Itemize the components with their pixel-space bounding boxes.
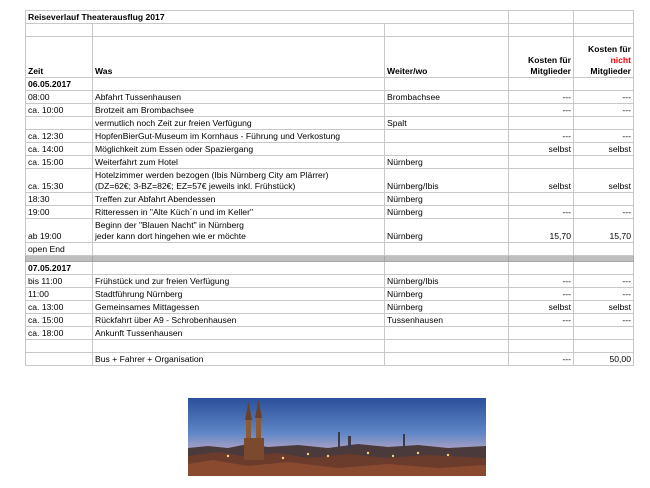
summary-row: [26, 353, 634, 366]
location-cell: [385, 243, 509, 256]
time-cell: open End: [26, 243, 93, 256]
activity-cell: [93, 219, 385, 243]
day-date: 06.05.2017: [26, 78, 93, 91]
empty-cell: [509, 78, 574, 91]
cost-nonmembers-cell: [574, 117, 634, 130]
activity-cell: [93, 243, 385, 256]
activity-cell: [93, 169, 385, 193]
activity-cell: Ankunft Tussenhausen: [93, 327, 385, 340]
cost-members-cell: [509, 156, 574, 169]
header-zeit: Zeit: [26, 37, 93, 78]
location-cell: [385, 104, 509, 117]
header-was: Was: [93, 37, 385, 78]
location-cell: Nürnberg: [385, 301, 509, 314]
cost-members-cell: selbst: [509, 301, 574, 314]
schedule-row: [26, 327, 634, 340]
time-cell: [26, 117, 93, 130]
activity-cell: HopfenBierGut-Museum im Kornhaus - Führung und Verkostung: [93, 130, 385, 143]
activity-line: Beginn der "Blauen Nacht" in Nürnberg: [95, 220, 244, 230]
location-cell: [385, 130, 509, 143]
header-kosten-nicht-mitglieder: Kosten für nicht Mitglieder: [574, 37, 634, 78]
empty-cell: [385, 262, 509, 275]
cost-members-cell: selbst: [509, 143, 574, 156]
cost-members-cell: [509, 117, 574, 130]
location-cell: [385, 327, 509, 340]
header-kosten-mitglieder: Kosten für Mitglieder: [509, 37, 574, 78]
cost-members-cell: [509, 193, 574, 206]
schedule-row: [26, 243, 634, 256]
time-cell: ca. 14:00: [26, 143, 93, 156]
time-cell: ca. 12:30: [26, 130, 93, 143]
time-cell: ca. 15:00: [26, 156, 93, 169]
empty-cell: [574, 262, 634, 275]
activity-cell: Rückfahrt über A9 - Schrobenhausen: [93, 314, 385, 327]
time-cell: ab 19:00: [26, 219, 93, 243]
cost-members-cell: ---: [509, 275, 574, 288]
location-cell: Nürnberg/Ibis: [385, 275, 509, 288]
activity-cell: Stadtführung Nürnberg: [93, 288, 385, 301]
time-cell: 19:00: [26, 206, 93, 219]
empty-cell: [385, 78, 509, 91]
schedule-row: [26, 117, 634, 130]
summary-label: Bus + Fahrer + Organisation: [93, 353, 385, 366]
cost-members-cell: ---: [509, 314, 574, 327]
cost-nonmembers-cell: selbst: [574, 169, 634, 193]
day-date: 07.05.2017: [26, 262, 93, 275]
cost-nonmembers-cell: ---: [574, 91, 634, 104]
location-cell: Nürnberg: [385, 193, 509, 206]
time-cell: ca. 13:00: [26, 301, 93, 314]
cost-members-cell: ---: [509, 288, 574, 301]
empty-cell: [93, 340, 385, 353]
time-cell: 11:00: [26, 288, 93, 301]
location-cell: Nürnberg: [385, 206, 509, 219]
schedule-row: [26, 206, 634, 219]
empty-cell: [574, 340, 634, 353]
cost-nonmembers-cell: ---: [574, 104, 634, 117]
schedule-row: [26, 275, 634, 288]
time-cell: ca. 10:00: [26, 104, 93, 117]
cost-members-cell: [509, 243, 574, 256]
location-cell: Nürnberg: [385, 219, 509, 243]
activity-cell: Gemeinsames Mittagessen: [93, 301, 385, 314]
location-cell: Nürnberg/Ibis: [385, 169, 509, 193]
cost-nonmembers-cell: ---: [574, 130, 634, 143]
nuernberg-skyline-image: [188, 398, 486, 476]
cost-nonmembers-cell: [574, 327, 634, 340]
cost-nonmembers-cell: ---: [574, 288, 634, 301]
cost-nonmembers-cell: ---: [574, 275, 634, 288]
activity-line: Hotelzimmer werden bezogen (Ibis Nürnberg City am Plärrer): [95, 170, 329, 180]
location-cell: Tussenhausen: [385, 314, 509, 327]
cost-members-cell: 15,70: [509, 219, 574, 243]
cost-members-cell: [509, 327, 574, 340]
empty-cell: [385, 340, 509, 353]
cost-nonmembers-cell: [574, 243, 634, 256]
schedule-row: [26, 314, 634, 327]
activity-cell: Weiterfahrt zum Hotel: [93, 156, 385, 169]
empty-cell: [26, 353, 93, 366]
cost-nonmembers-cell: selbst: [574, 143, 634, 156]
schedule-row: [26, 193, 634, 206]
cost-nonmembers-cell: [574, 156, 634, 169]
schedule-row: [26, 143, 634, 156]
time-cell: ca. 18:00: [26, 327, 93, 340]
activity-cell: Ritteressen in "Alte Küch´n und im Keller": [93, 206, 385, 219]
activity-line: (DZ=62€; 3-BZ=82€; EZ=57€ jeweils inkl. Frühstück): [95, 181, 296, 191]
header-weiter: Weiter/wo: [385, 37, 509, 78]
cost-members-cell: ---: [509, 130, 574, 143]
location-cell: Spalt: [385, 117, 509, 130]
schedule-row: [26, 169, 634, 193]
schedule-row: [26, 156, 634, 169]
time-cell: ca. 15:30: [26, 169, 93, 193]
empty-cell: [93, 78, 385, 91]
schedule-row: [26, 219, 634, 243]
location-cell: Nürnberg: [385, 156, 509, 169]
cost-nonmembers-cell: [574, 193, 634, 206]
empty-cell: [93, 262, 385, 275]
itinerary-sheet: [25, 10, 634, 366]
cost-members-cell: ---: [509, 104, 574, 117]
date-row: [26, 78, 634, 91]
schedule-row: [26, 130, 634, 143]
activity-cell: Frühstück und zur freien Verfügung: [93, 275, 385, 288]
activity-line: jeder kann dort hingehen wie er möchte: [95, 231, 246, 241]
schedule-row: [26, 91, 634, 104]
activity-cell: Brotzeit am Brombachsee: [93, 104, 385, 117]
cost-nonmembers-cell: 15,70: [574, 219, 634, 243]
time-cell: 18:30: [26, 193, 93, 206]
schedule-row: [26, 301, 634, 314]
empty-cell: [509, 262, 574, 275]
cost-nonmembers-cell: ---: [574, 314, 634, 327]
activity-cell: vermutlich noch Zeit zur freien Verfügung: [93, 117, 385, 130]
sheet-title: Reiseverlauf Theaterausflug 2017: [26, 11, 509, 24]
cost-members-cell: selbst: [509, 169, 574, 193]
location-cell: Brombachsee: [385, 91, 509, 104]
summary-cost-members: ---: [509, 353, 574, 366]
cost-nonmembers-cell: selbst: [574, 301, 634, 314]
empty-cell: [509, 340, 574, 353]
activity-cell: Möglichkeit zum Essen oder Spaziergang: [93, 143, 385, 156]
location-cell: [385, 143, 509, 156]
schedule-row: [26, 288, 634, 301]
date-row: [26, 262, 634, 275]
location-cell: Nürnberg: [385, 288, 509, 301]
cost-members-cell: ---: [509, 206, 574, 219]
time-cell: 08:00: [26, 91, 93, 104]
empty-cell: [574, 78, 634, 91]
summary-cost-nonmembers: 50,00: [574, 353, 634, 366]
time-cell: ca. 15:00: [26, 314, 93, 327]
cost-members-cell: ---: [509, 91, 574, 104]
time-cell: bis 11:00: [26, 275, 93, 288]
activity-cell: Treffen zur Abfahrt Abendessen: [93, 193, 385, 206]
empty-cell: [385, 353, 509, 366]
schedule-row: [26, 104, 634, 117]
cost-nonmembers-cell: ---: [574, 206, 634, 219]
activity-cell: Abfahrt Tussenhausen: [93, 91, 385, 104]
empty-cell: [26, 340, 93, 353]
